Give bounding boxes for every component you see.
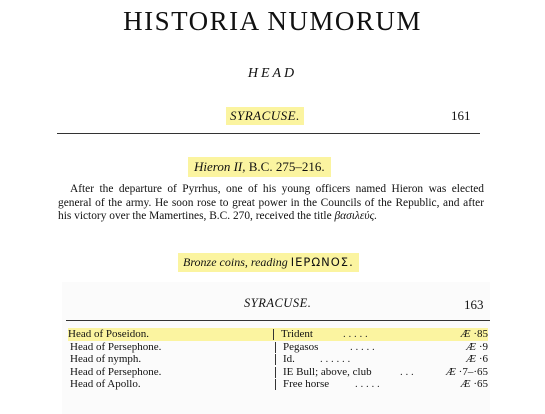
coin-size (461, 378, 488, 391)
paragraph-text: After the departure of Pyrrhus, one of his young officers named Hieron was elected general of the army. He soon rose to great power in the Councils of the Republic, and after his victory over the Mamertines, B.C. 270, received the title (58, 183, 484, 222)
coin-metal: Æ (466, 353, 477, 365)
book-title: HISTORIA NUMORUM (123, 6, 422, 36)
coin-obverse: Head of Persephone. (70, 365, 162, 378)
coin-obverse: Head of nymph. (70, 353, 142, 365)
coin-size (466, 341, 488, 354)
page1-running-head: SYRACUSE. (226, 107, 304, 125)
coin-dots: . . . . . . (320, 353, 351, 365)
coins-heading (178, 253, 359, 272)
coin-diameter: ·65 (473, 378, 488, 390)
section-ruler: Hieron II, (194, 159, 246, 174)
coin-metal: Æ (446, 365, 456, 378)
coin-table (70, 328, 488, 391)
coin-row (68, 328, 488, 341)
coin-diameter: ·85 (473, 328, 488, 340)
page1-rule (57, 133, 480, 134)
coin-reverse: Pegasos (283, 340, 319, 353)
coin-dots: . . . . . (350, 340, 375, 353)
coin-dots: . . . . . (343, 328, 368, 340)
coin-reverse: Trident (281, 328, 313, 340)
section-heading (188, 157, 331, 177)
coin-diameter: ·9 (478, 340, 488, 353)
column-separator (275, 367, 276, 378)
page2-page-number: 163 (464, 297, 484, 312)
page1-header (0, 104, 545, 132)
coin-reverse: Id. (283, 353, 295, 365)
section-dates: B.C. 275–216. (248, 159, 325, 174)
coin-metal: Æ (466, 340, 477, 353)
coin-size (466, 353, 488, 366)
page2-running-head: SYRACUSE. (244, 296, 312, 310)
page2 (62, 282, 490, 414)
coins-heading-label: Bronze coins, reading (183, 255, 288, 269)
coin-row (70, 378, 488, 391)
coin-row (70, 353, 488, 366)
coin-size (461, 328, 488, 341)
coin-obverse: Head of Poseidon. (68, 328, 149, 340)
coin-obverse: Head of Apollo. (70, 378, 141, 390)
coin-dots: . . . (400, 365, 414, 378)
coin-row (70, 341, 488, 354)
history-paragraph (58, 183, 484, 224)
coin-metal: Æ (460, 328, 471, 340)
coin-row (70, 366, 488, 379)
column-separator (275, 354, 276, 365)
coin-diameter: ·7–·65 (458, 365, 488, 378)
coin-reverse: ΙΕ Bull; above, club (283, 365, 372, 378)
column-separator (275, 342, 276, 353)
paragraph-greek-title: βασιλεύς. (334, 210, 378, 222)
column-separator (275, 379, 276, 390)
coins-heading-legend: ΙΕΡΩΝΟΣ. (290, 255, 354, 269)
coin-diameter: ·6 (478, 353, 488, 365)
book-author: HEAD (247, 66, 298, 81)
coin-reverse: Free horse (283, 378, 330, 390)
coin-size (446, 366, 488, 379)
coin-dots: . . . . . (355, 378, 380, 390)
page2-rule (66, 320, 490, 321)
page1-page-number: 161 (451, 108, 471, 123)
column-separator (273, 329, 274, 340)
coin-obverse: Head of Persephone. (70, 340, 162, 353)
coin-metal: Æ (460, 378, 471, 390)
